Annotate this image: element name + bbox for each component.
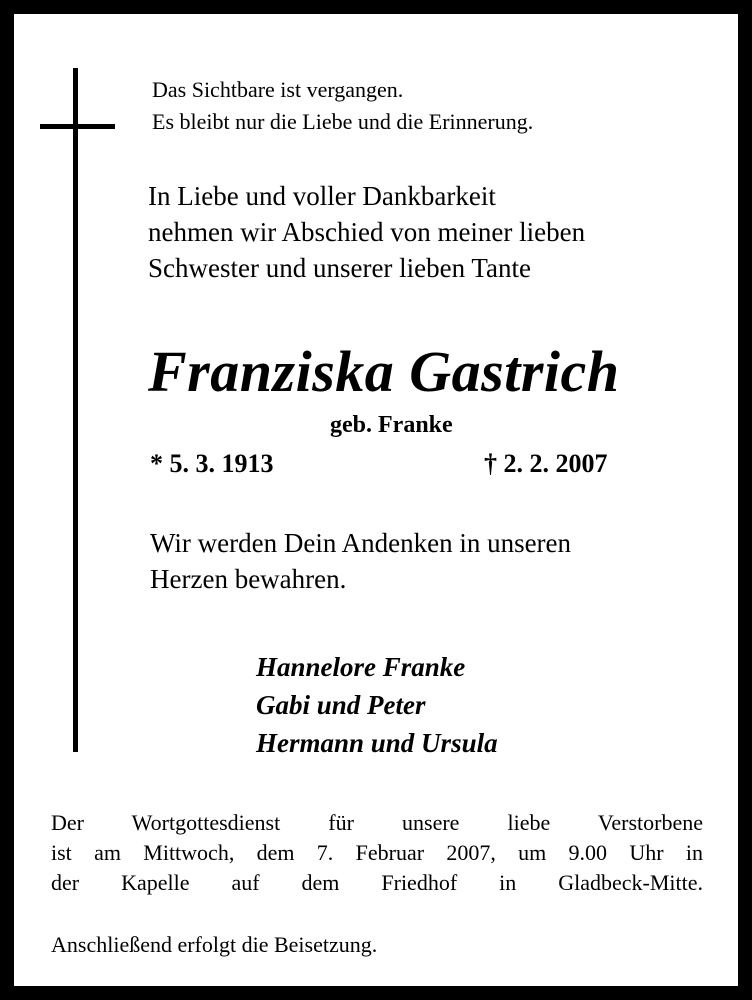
memory-line: Herzen bewahren. — [150, 564, 347, 594]
death-date: † 2. 2. 2007 — [484, 449, 608, 478]
motto-line: Das Sichtbare ist vergangen. — [152, 77, 404, 102]
service-line: der Kapelle auf dem Friedhof in Gladbeck-Mitte. — [51, 870, 703, 895]
signer-name: Hannelore Franke — [256, 652, 466, 682]
intro-line: In Liebe und voller Dankbarkeit — [148, 181, 496, 211]
memory-line: Wir werden Dein Andenken in unseren — [150, 528, 572, 558]
birth-name: geb. Franke — [330, 412, 453, 438]
signer-name: Hermann und Ursula — [256, 728, 498, 758]
service-notice — [51, 808, 703, 898]
burial-notice: Anschließend erfolgt die Beisetzung. — [51, 932, 378, 957]
motto-line: Es bleibt nur die Liebe und die Erinnerung. — [152, 109, 534, 134]
signer-name: Gabi und Peter — [256, 690, 426, 720]
intro-line: nehmen wir Abschied von meiner lieben — [148, 217, 586, 247]
intro-line: Schwester und unserer lieben Tante — [148, 253, 531, 283]
intro-text — [148, 178, 585, 286]
cross-horizontal-bar — [40, 124, 115, 129]
memory-text — [150, 525, 571, 597]
service-line: ist am Mittwoch, dem 7. Februar 2007, um 9.00 Uhr in — [51, 840, 703, 865]
cross-vertical-bar — [73, 68, 78, 752]
deceased-name: Franziska Gastrich — [148, 339, 620, 404]
signers-list — [256, 648, 498, 762]
service-line: Der Wortgottesdienst für unsere liebe Verstorbene — [51, 810, 703, 835]
motto-text — [152, 74, 533, 138]
birth-date: * 5. 3. 1913 — [150, 449, 274, 478]
